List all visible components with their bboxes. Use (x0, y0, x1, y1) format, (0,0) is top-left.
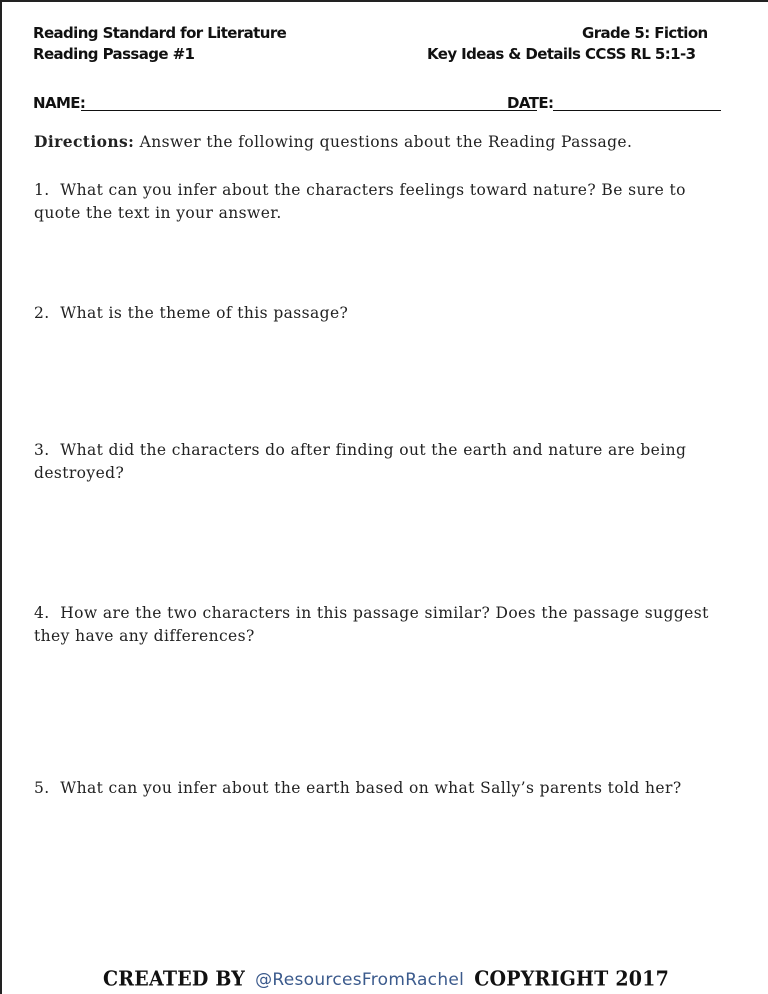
name-label: NAME: (33, 94, 86, 112)
grade-label: Grade 5: Fiction (582, 24, 708, 42)
question-text: What can you infer about the characters feelings toward nature? Be sure to quote the text in your answer. (34, 181, 686, 222)
name-date-row (33, 94, 723, 116)
question-text: What can you infer about the earth based on what Sally’s parents told her? (60, 779, 682, 797)
copyright-label: COPYRIGHT 2017 (474, 966, 670, 992)
passage-title: Reading Passage #1 (33, 45, 195, 63)
author-handle: @ResourcesFromRachel (255, 970, 465, 990)
question-number: 3. (34, 441, 50, 459)
created-by-label: CREATED BY (102, 966, 246, 992)
question-5 (34, 777, 734, 800)
question-text: What is the theme of this passage? (60, 304, 349, 322)
standard-code: Key Ideas & Details CCSS RL 5:1-3 (427, 45, 696, 63)
directions-label: Directions: (34, 132, 135, 151)
standard-title: Reading Standard for Literature (33, 24, 287, 42)
question-2 (34, 302, 734, 325)
question-number: 1. (34, 181, 50, 199)
date-field[interactable] (553, 110, 721, 111)
question-number: 5. (34, 779, 50, 797)
question-number: 4. (34, 604, 50, 622)
question-text: What did the characters do after finding out the earth and nature are being destroyed? (34, 441, 687, 482)
directions (34, 132, 632, 151)
question-3 (34, 439, 734, 485)
directions-text: Answer the following questions about the Reading Passage. (134, 133, 633, 151)
footer-credit (2, 968, 768, 990)
question-number: 2. (34, 304, 50, 322)
name-field[interactable] (81, 110, 537, 111)
date-label: DATE: (507, 94, 554, 112)
question-1 (34, 179, 734, 225)
question-text: How are the two characters in this passage similar? Does the passage suggest they have any differences? (34, 604, 709, 645)
question-4 (34, 602, 734, 648)
